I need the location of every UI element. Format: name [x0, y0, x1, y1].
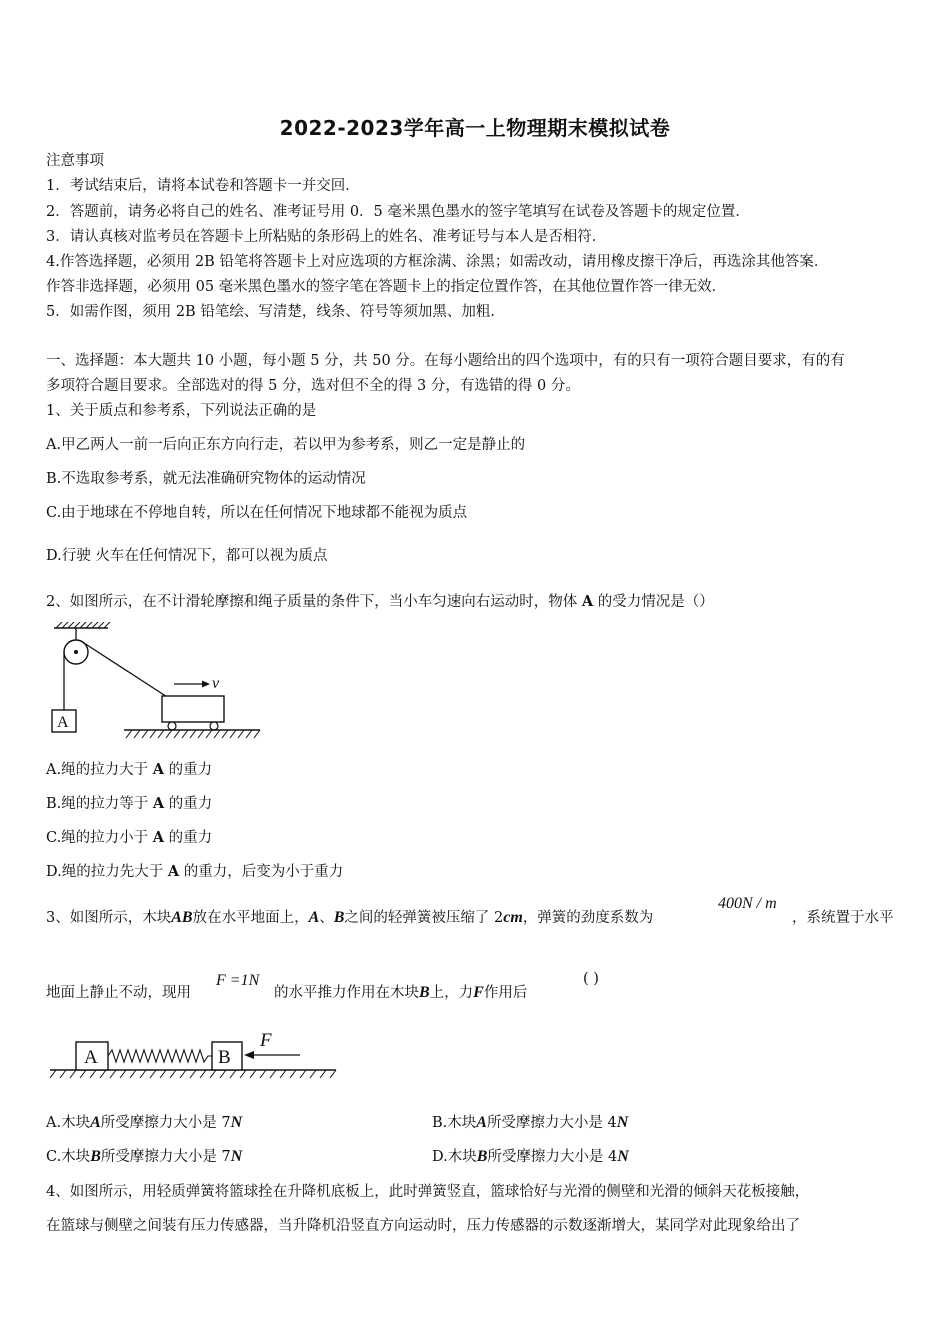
- velocity-label: v: [212, 675, 220, 692]
- block-a-label: A: [57, 714, 69, 731]
- force-value: F =1N: [216, 972, 260, 989]
- question-3-stem-line1: 3、如图所示，木块AB放在水平地面上，A、B之间的轻弹簧被压缩了 2cm，弹簧的劲度系数为: [46, 909, 654, 926]
- page-title: 2022-2023学年高一上物理期末模拟试卷: [279, 116, 671, 140]
- question-1-option-a: A.甲乙两人一前一后向正东方向行走，若以甲为参考系，则乙一定是静止的: [46, 437, 526, 453]
- question-2-option-d: D.绳的拉力先大于 A 的重力，后变为小于重力: [46, 863, 344, 880]
- pulley-cart-figure: [46, 622, 266, 744]
- notice-heading: 注意事项: [46, 153, 104, 169]
- spring-blocks-figure: [46, 1026, 341, 1084]
- spring: [108, 1050, 212, 1062]
- block-a-label: A: [84, 1047, 98, 1068]
- question-2-stem: 2、如图所示，在不计滑轮摩擦和绳子质量的条件下，当小车匀速向右运动时，物体 A 的受力情况是（）: [46, 593, 714, 610]
- question-3-option-d: D.木块B所受摩擦力大小是 4N: [432, 1148, 629, 1165]
- force-label: F: [260, 1030, 272, 1051]
- block-b-label: B: [218, 1047, 231, 1068]
- question-3-stem-line2: 地面上静止不动，现用: [46, 985, 191, 1001]
- question-2-option-c: C.绳的拉力小于 A 的重力: [46, 829, 213, 846]
- notice-item: 4.作答选择题，必须用 2B 铅笔将答题卡上对应选项的方框涂满、涂黑；如需改动，请用橡皮擦干净后，再选涂其他答案．: [46, 254, 829, 270]
- question-3-option-c: C.木块B所受摩擦力大小是 7N: [46, 1148, 243, 1165]
- question-3-option-a: A.木块A所受摩擦力大小是 7N: [46, 1114, 243, 1131]
- question-3-stem-line2-rest: 的水平推力作用在木块B上，力F作用后: [274, 984, 528, 1001]
- question-4-stem: 在篮球与侧壁之间装有压力传感器，当升降机沿竖直方向运动时，压力传感器的示数逐渐增大，某同学对此现象给出了: [46, 1218, 800, 1234]
- question-1-option-c: C.由于地球在不停地自转，所以在任何情况下地球都不能视为质点: [46, 505, 468, 521]
- cart: [162, 696, 224, 722]
- question-1-stem: 1、关于质点和参考系，下列说法正确的是: [46, 403, 317, 419]
- section-instructions: 一、选择题：本大题共 10 小题，每小题 5 分，共 50 分。在每小题给出的四个选项中，有的只有一项符合题目要求，有的有: [46, 353, 845, 369]
- spring-constant: 400N / m: [718, 895, 777, 912]
- notice-item: 5．如需作图，须用 2B 铅笔绘、写清楚，线条、符号等须加黑、加粗．: [46, 304, 505, 320]
- answer-parenthesis: ( ): [583, 971, 599, 987]
- question-3-stem-line1-end: ，系统置于水平: [792, 910, 894, 926]
- question-4-stem: 4、如图所示，用轻质弹簧将篮球拴在升降机底板上，此时弹簧竖直，篮球恰好与光滑的侧壁和光滑的倾斜天花板接触，: [46, 1184, 810, 1200]
- question-1-option-b: B.不选取参考系，就无法准确研究物体的运动情况: [46, 471, 366, 487]
- notice-item: 3．请认真核对监考员在答题卡上所粘贴的条形码上的姓名、准考证号与本人是否相符．: [46, 229, 607, 245]
- question-3-option-b: B.木块A所受摩擦力大小是 4N: [432, 1114, 629, 1131]
- question-2-option-b: B.绳的拉力等于 A 的重力: [46, 795, 213, 812]
- question-2-option-a: A.绳的拉力大于 A 的重力: [46, 761, 213, 778]
- notice-item: 作答非选择题，必须用 05 毫米黑色墨水的签字笔在答题卡上的指定位置作答，在其他位置作答一律无效．: [46, 279, 727, 295]
- notice-item: 1．考试结束后，请将本试卷和答题卡一并交回．: [46, 178, 360, 194]
- notice-item: 2．答题前，请务必将自己的姓名、准考证号用 0．5 毫米黑色墨水的签字笔填写在试卷及答题卡的规定位置．: [46, 204, 750, 220]
- section-instructions: 多项符合题目要求。全部选对的得 5 分，选对但不全的得 3 分，有选错的得 0 分。: [46, 378, 580, 394]
- question-1-option-d: D.行驶 火车在任何情况下，都可以视为质点: [46, 548, 328, 564]
